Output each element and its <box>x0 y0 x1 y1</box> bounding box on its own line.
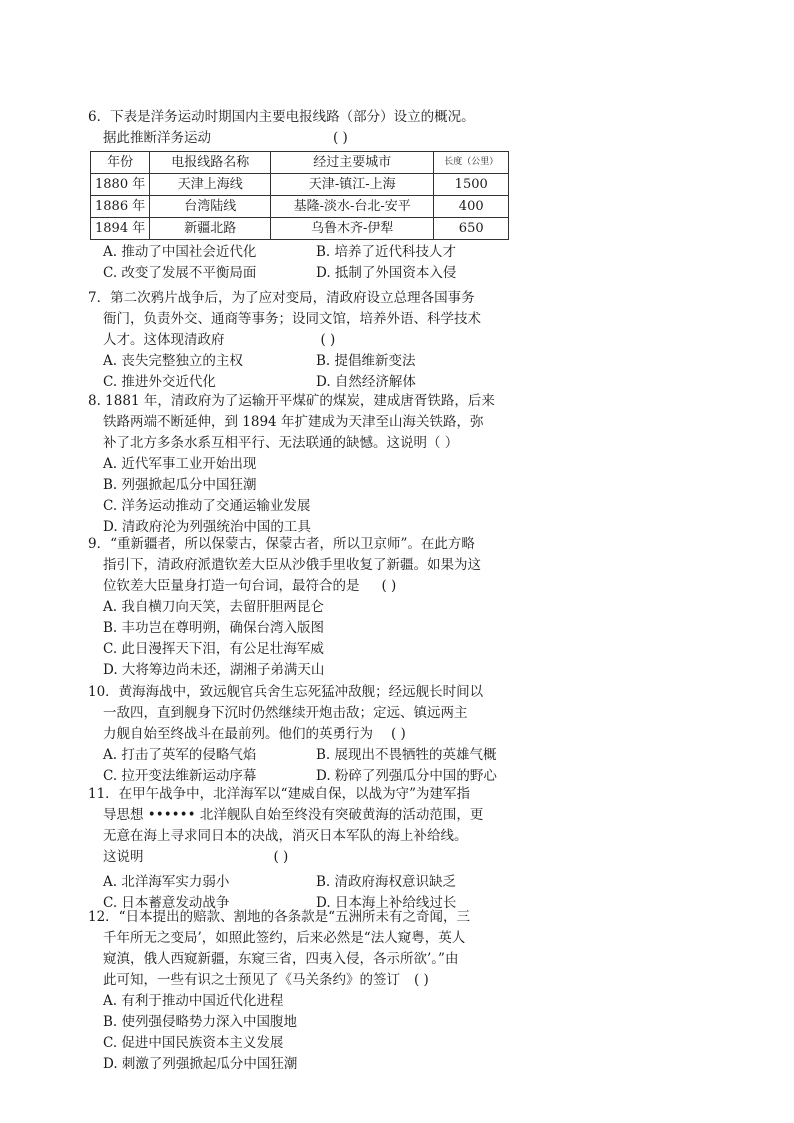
table-cell: 天津上海线 <box>150 174 271 196</box>
option-c[interactable]: C. 此日漫挥天下泪，有公足壮海军威 <box>103 641 324 657</box>
option-a[interactable]: A. 近代军事工业开始出现 <box>103 456 257 472</box>
question-10-options-row-1 <box>88 745 538 766</box>
option-b[interactable]: B. 列强掀起瓜分中国狂潮 <box>103 477 257 493</box>
table-cell: 新疆北路 <box>150 218 271 240</box>
option-a[interactable]: A. 丧失完整独立的主权 <box>103 353 243 369</box>
question-8-stem-line: 补了北方多条水系互相平行、无法联通的缺憾。这说明（ ） <box>103 435 459 451</box>
question-10 <box>88 682 538 787</box>
table-cell: 400 <box>434 196 509 218</box>
table-cell: 1500 <box>434 174 509 196</box>
table-header-cell: 经过主要城市 <box>271 152 434 174</box>
table-row <box>91 174 509 196</box>
question-12-stem-line: 窥滇，俄人西窥新疆，东窥三省，四夷入侵，各示所欲’。”由 <box>103 951 459 967</box>
question-12-stem-line: 千年所无之变局’，如照此签约，后来必然是“法人窥粤，英人 <box>103 930 466 946</box>
question-8-stem-line: 8. 1881 年，清政府为了运输开平煤矿的煤炭，建成唐胥铁路，后来 <box>88 393 495 409</box>
question-7 <box>88 288 538 393</box>
table-cell: 台湾陆线 <box>150 196 271 218</box>
telegraph-table <box>90 151 509 240</box>
option-c[interactable]: C. 拉开变法维新运动序幕 <box>103 768 257 784</box>
table-cell: 1886 年 <box>91 196 150 218</box>
table-cell: 1894 年 <box>91 218 150 240</box>
question-12 <box>88 907 538 1075</box>
question-7-stem-line: 人才。这体现清政府 ( ) <box>103 332 336 348</box>
option-a[interactable]: A. 有利于推动中国近代化进程 <box>103 993 284 1009</box>
option-a[interactable]: A. 推动了中国社会近代化 <box>103 244 257 260</box>
option-d[interactable]: D. 刺激了列强掀起瓜分中国狂潮 <box>103 1056 298 1072</box>
question-10-stem-line: 一敌四，直到舰身下沉时仍然继续开炮击敌；定远、镇远两主 <box>103 705 468 721</box>
question-11-stem-line: 导思想 •••••• 北洋舰队自始至终没有突破黄海的活动范围，更 <box>103 807 484 823</box>
question-10-stem-line: 力舰自始至终战斗在最前列。他们的英勇行为 ( ) <box>103 726 406 742</box>
option-d[interactable]: D. 日本海上补给线过长 <box>316 895 457 911</box>
table-header-cell: 年份 <box>91 152 150 174</box>
table-row <box>91 196 509 218</box>
question-8-stem-line: 铁路两端不断延伸，到 1894 年扩建成为天津至山海关铁路，弥 <box>103 414 484 430</box>
question-11-stem-line: 无意在海上寻求同日本的决战，消灭日本军队的海上补给线。 <box>103 828 468 844</box>
option-c[interactable]: C. 洋务运动推动了交通运输业发展 <box>103 498 311 514</box>
option-b[interactable]: B. 丰功岂在尊明朔，确保台湾入版图 <box>103 620 325 636</box>
question-8 <box>88 391 538 538</box>
question-6-stem-line-2: 据此推断洋务运动 ( ) <box>103 130 348 146</box>
question-9-stem-line: 位钦差大臣量身打造一句台词，最符合的是 ( ) <box>103 578 397 594</box>
option-c[interactable]: C. 日本蓄意发动战争 <box>103 895 230 911</box>
option-d[interactable]: D. 粉碎了列强瓜分中国的野心 <box>316 768 497 784</box>
question-7-options-row-2 <box>88 372 538 393</box>
table-header-cell: 长度（公里） <box>434 152 509 174</box>
question-11-stem-line: 这说明 ( ) <box>103 849 289 865</box>
table-header-row <box>91 152 509 174</box>
question-7-options-row-1 <box>88 351 538 372</box>
option-c[interactable]: C. 改变了发展不平衡局面 <box>103 265 257 281</box>
table-row <box>91 218 509 240</box>
option-b[interactable]: B. 清政府海权意识缺乏 <box>316 874 457 890</box>
option-b[interactable]: B. 培养了近代科技人才 <box>316 244 457 260</box>
option-c[interactable]: C. 促进中国民族资本主义发展 <box>103 1035 284 1051</box>
question-7-stem-line: 衙门，负责外交、通商等事务；设同文馆，培养外语、科学技术 <box>103 311 481 327</box>
option-a[interactable]: A. 我自横刀向天笑，去留肝胆两昆仑 <box>103 599 324 615</box>
table-header-cell: 电报线路名称 <box>150 152 271 174</box>
table-cell: 天津-镇江-上海 <box>271 174 434 196</box>
question-6 <box>88 107 538 284</box>
question-10-stem-line: 10．黄海海战中，致远舰官兵舍生忘死猛冲敌舰；经远舰长时间以 <box>88 684 484 700</box>
question-6-options-row-2 <box>88 263 538 284</box>
table-cell: 基隆-淡水-台北-安平 <box>271 196 434 218</box>
table-cell: 650 <box>434 218 509 240</box>
option-d[interactable]: D. 大将筹边尚未还，湖湘子弟满天山 <box>103 662 325 678</box>
option-d[interactable]: D. 自然经济解体 <box>316 374 416 390</box>
question-11-stem-line: 11．在甲午战争中，北洋海军以“建威自保，以战为守”为建军指 <box>88 786 470 802</box>
option-a[interactable]: A. 北洋海军实力弱小 <box>103 874 230 890</box>
question-7-stem-line: 7．第二次鸦片战争后，为了应对变局，清政府设立总理各国事务 <box>88 290 475 306</box>
option-c[interactable]: C. 推进外交近代化 <box>103 374 216 390</box>
option-b[interactable]: B. 使列强侵略势力深入中国腹地 <box>103 1014 298 1030</box>
question-11-options-row-1 <box>88 872 538 893</box>
question-6-stem-line-1: 6．下表是洋务运动时期国内主要电报线路（部分）设立的概况。 <box>88 109 475 125</box>
option-d[interactable]: D. 清政府沦为列强统治中国的工具 <box>103 519 311 535</box>
question-11 <box>88 784 538 914</box>
table-cell: 乌鲁木齐-伊犁 <box>271 218 434 240</box>
question-9 <box>88 534 538 681</box>
option-b[interactable]: B. 展现出不畏牺牲的英雄气概 <box>316 747 497 763</box>
question-9-stem-line: 9．“重新疆者，所以保蒙古，保蒙古者，所以卫京师”。在此方略 <box>88 536 475 552</box>
table-cell: 1880 年 <box>91 174 150 196</box>
option-a[interactable]: A. 打击了英军的侵略气焰 <box>103 747 257 763</box>
question-9-stem-line: 指引下，清政府派遣钦差大臣从沙俄手里收复了新疆。如果为这 <box>103 557 481 573</box>
option-b[interactable]: B. 提倡维新变法 <box>316 353 416 369</box>
question-12-stem-line: 此可知，一些有识之士预见了《马关条约》的签订 ( ) <box>103 972 429 988</box>
option-d[interactable]: D. 抵制了外国资本入侵 <box>316 265 457 281</box>
question-12-stem-line: 12．“日本提出的赔款、割地的各条款是“五洲所未有之奇闻，三 <box>88 909 470 925</box>
question-6-options-row-1 <box>88 242 538 263</box>
